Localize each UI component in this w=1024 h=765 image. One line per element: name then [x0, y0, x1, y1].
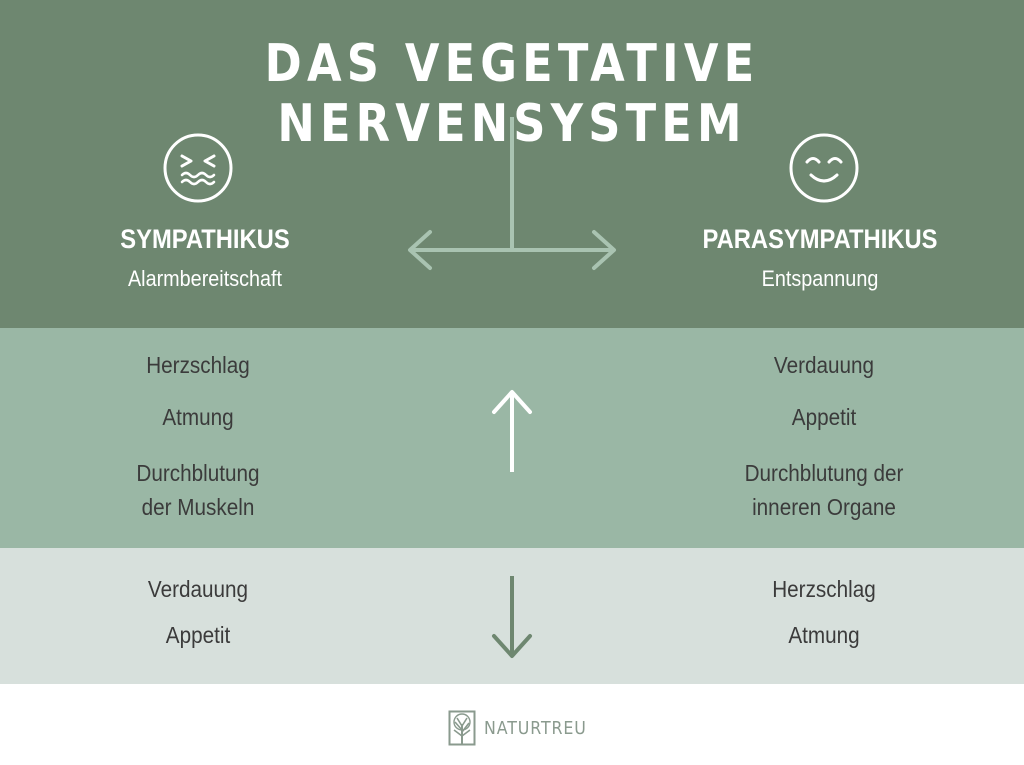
brand-logo	[448, 710, 601, 746]
split-arrow-icon	[400, 115, 624, 275]
sympathikus-increase-item: der Muskeln	[141, 494, 255, 520]
stressed-face-icon	[162, 132, 234, 204]
relaxed-face-icon	[788, 132, 860, 204]
sympathikus-decrease-item: Appetit	[165, 622, 231, 648]
parasympathikus-increase-item: Verdauung	[773, 352, 875, 378]
sympathikus-increase-item: Herzschlag	[146, 352, 250, 378]
page-title: DAS VEGETATIVE NERVENSYSTEM	[264, 34, 760, 154]
sympathikus-increase-item: Atmung	[162, 404, 234, 430]
brand-name: NATURTREU	[484, 717, 587, 739]
tree-logo-icon	[448, 710, 476, 746]
sympathikus-title: SYMPATHIKUS	[120, 224, 290, 254]
arrow-up-icon	[490, 388, 534, 476]
sympathikus-decrease-item: Verdauung	[147, 576, 249, 602]
sympathikus-increase-item: Durchblutung	[136, 460, 260, 486]
parasympathikus-increase-item: Durchblutung der	[744, 460, 904, 486]
parasympathikus-title: PARASYMPATHIKUS	[702, 224, 938, 254]
parasympathikus-subtitle: Entspannung	[761, 266, 879, 291]
parasympathikus-increase-item: Appetit	[791, 404, 857, 430]
sympathikus-subtitle: Alarmbereitschaft	[127, 266, 283, 291]
parasympathikus-decrease-item: Herzschlag	[772, 576, 876, 602]
arrow-down-icon	[490, 574, 534, 660]
parasympathikus-decrease-item: Atmung	[788, 622, 860, 648]
parasympathikus-increase-item: inneren Organe	[752, 494, 896, 520]
